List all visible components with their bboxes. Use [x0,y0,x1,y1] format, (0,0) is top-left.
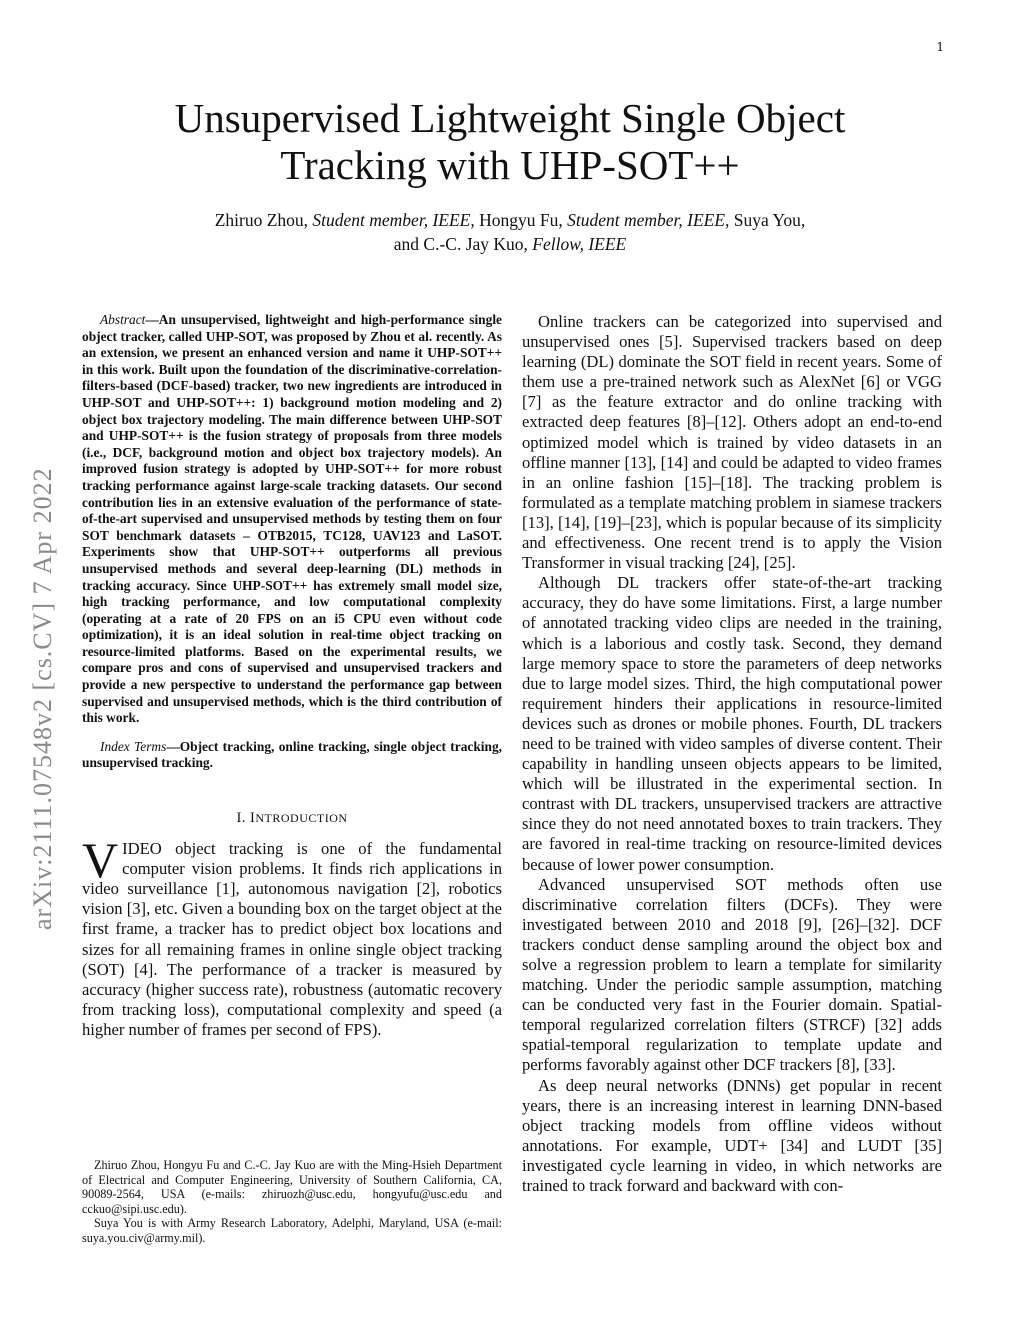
abstract-text: —An unsupervised, lightweight and high-performance single object tracker, called UHP-SOT, was proposed by Zhou et al. recently. As an extension, we present an enhanced version and name it UHP-SOT++ in this work. Built upon the foundation of the discriminative-correlation-filters-based (DCF-based) tracker, two new ingredients are introduced in UHP-SOT and UHP-SOT++: 1) background motion modeling and 2) object box trajectory modeling. The main difference between UHP-SOT and UHP-SOT++ is the fusion strategy of proposals from three models (i.e., DCF, background motion and object box trajectory models). An improved fusion strategy is adopted by UHP-SOT++ for more robust tracking performance against large-scale tracking datasets. Our second contribution lies in an extensive evaluation of the performance of state-of-the-art supervised and unsupervised methods by testing them on four SOT benchmark datasets – OTB2015, TC128, UAV123 and LaSOT. Experiments show that UHP-SOT++ outperforms all previous unsupervised methods and several deep-learning (DL) methods in tracking accuracy. Since UHP-SOT++ has extremely small model size, high tracking performance, and low computational complexity (operating at a rate of 20 FPS on an i5 CPU even without code optimization), it is an ideal solution in real-time object tracking on resource-limited platforms. Based on the experimental results, we compare pros and cons of supervised and unsupervised trackers and provide a new perspective to understand the performance gap between supervised and unsupervised methods, which is the third contribution of this work. [82,312,502,726]
page-number: 1 [936,40,944,54]
section-numeral: I. [236,810,246,827]
intro-paragraph [82,832,502,1040]
index-terms-label: Index Terms [100,738,167,754]
body-paragraph: Online trackers can be categorized into supervised and unsupervised ones [5]. Supervised trackers based on deep learning (DL) dominate the SOT field in recent years. Some of them use a pre-trained network such as AlexNet [6] or VGG [7] as the feature extractor and do online tracking with extracted deep features [8]–[12]. Others adopt an end-to-end optimized model which is trained by video datasets in an offline manner [13], [14] and could be adapted to video frames in an online fashion [15]–[18]. The tracking problem is formulated as a template matching problem in siamese trackers [13], [14], [19]–[23], which is popular because of its simplicity and effectiveness. One recent trend is to apply the Vision Transformer in visual tracking [24], [25]. [522,312,942,573]
paper-title [110,95,910,189]
index-terms-text: —Object tracking, online tracking, single object tracking, unsupervised tracking. [82,738,502,771]
footnote-affiliation-2: Suya You is with Army Research Laboratory, Adelphi, Maryland, USA (e-mail: suya.you.civ@army.mil). [82,1216,502,1245]
index-terms [82,739,502,772]
author-2-role: Student member, IEEE, [567,210,730,230]
abstract-label: Abstract [100,312,146,327]
left-column [82,312,502,1040]
author-2: Hongyu Fu, [479,210,563,230]
footnote-affiliation-1: Zhiruo Zhou, Hongyu Fu and C.-C. Jay Kuo are with the Ming-Hsieh Department of Electrical and Computer Engineering, University of Southern California, CA, 90089-2564, USA (e-mails: zhiruozh@usc.edu, hongyufu@usc.edu and cckuo@sipi.usc.edu). [82,1158,502,1216]
arxiv-identifier: arXiv:2111.07548v2 [cs.CV] 7 Apr 2022 [28,467,57,930]
section-title-rest: NTRODUCTION [255,811,348,826]
section-first-letter: I [250,810,256,827]
author-1-role: Student member, IEEE, [312,210,475,230]
author-3: Suya You, [733,210,806,230]
author-list [130,208,890,256]
author-4: and C.-C. Jay Kuo, [393,234,528,254]
drop-cap: V [82,832,119,889]
section-heading-introduction [82,810,502,827]
author-1: Zhiruo Zhou, [214,210,309,230]
title-line-1: Unsupervised Lightweight Single Object [174,95,846,141]
footnotes [82,1158,502,1246]
body-paragraph: As deep neural networks (DNNs) get popular in recent years, there is an increasing interest in learning DNN-based object tracking models from offline videos without annotations. For example, UDT+ [34] and LUDT [35] investigated cycle learning in video, in which networks are trained to track forward and backward with con- [522,1075,942,1196]
author-4-role: Fellow, IEEE [532,234,627,254]
body-paragraph: Advanced unsupervised SOT methods often use discriminative correlation filters (DCFs). They were investigated between 2010 and 2018 [9], [26]–[32]. DCF trackers conduct dense sampling around the object box and solve a regression problem to learn a template for similarity matching. Under the periodic sample assumption, matching can be conducted very fast in the Fourier domain. Spatial-temporal regularized correlation filters (STRCF) [32] adds spatial-temporal regularization to template update and performs favorably against other DCF trackers [8], [33]. [522,874,942,1075]
title-line-2: Tracking with UHP-SOT++ [280,142,740,188]
right-column [522,312,942,1196]
intro-text: IDEO object tracking is one of the fundamental computer vision problems. It finds rich applications in video surveillance [1], autonomous navigation [2], robotics vision [3], etc. Given a bounding box on the target object at the first frame, a tracker has to predict object box locations and sizes for all remaining frames in online single object tracking (SOT) [4]. The performance of a tracker is measured by accuracy (higher success rate), robustness (automatic recovery from tracking loss), computational complexity and speed (a higher number of frames per second of FPS). [82,839,502,1039]
abstract [82,312,502,727]
body-paragraph: Although DL trackers offer state-of-the-art tracking accuracy, they do have some limitations. First, a large number of annotated tracking video clips are needed in the training, which is a laborious and costly task. Second, they demand large memory space to store the parameters of deep networks due to large model sizes. Third, the high computational power requirement hinders their applications in resource-limited devices such as drones or mobile phones. Fourth, DL trackers need to be trained with video samples of diverse content. Their capability in handling unseen objects appears to be limited, which will be illustrated in the experimental section. In contrast with DL trackers, unsupervised trackers are attractive since they do not need annotated boxes to train trackers. They are favored in real-time tracking on resource-limited devices because of lower power consumption. [522,573,942,874]
